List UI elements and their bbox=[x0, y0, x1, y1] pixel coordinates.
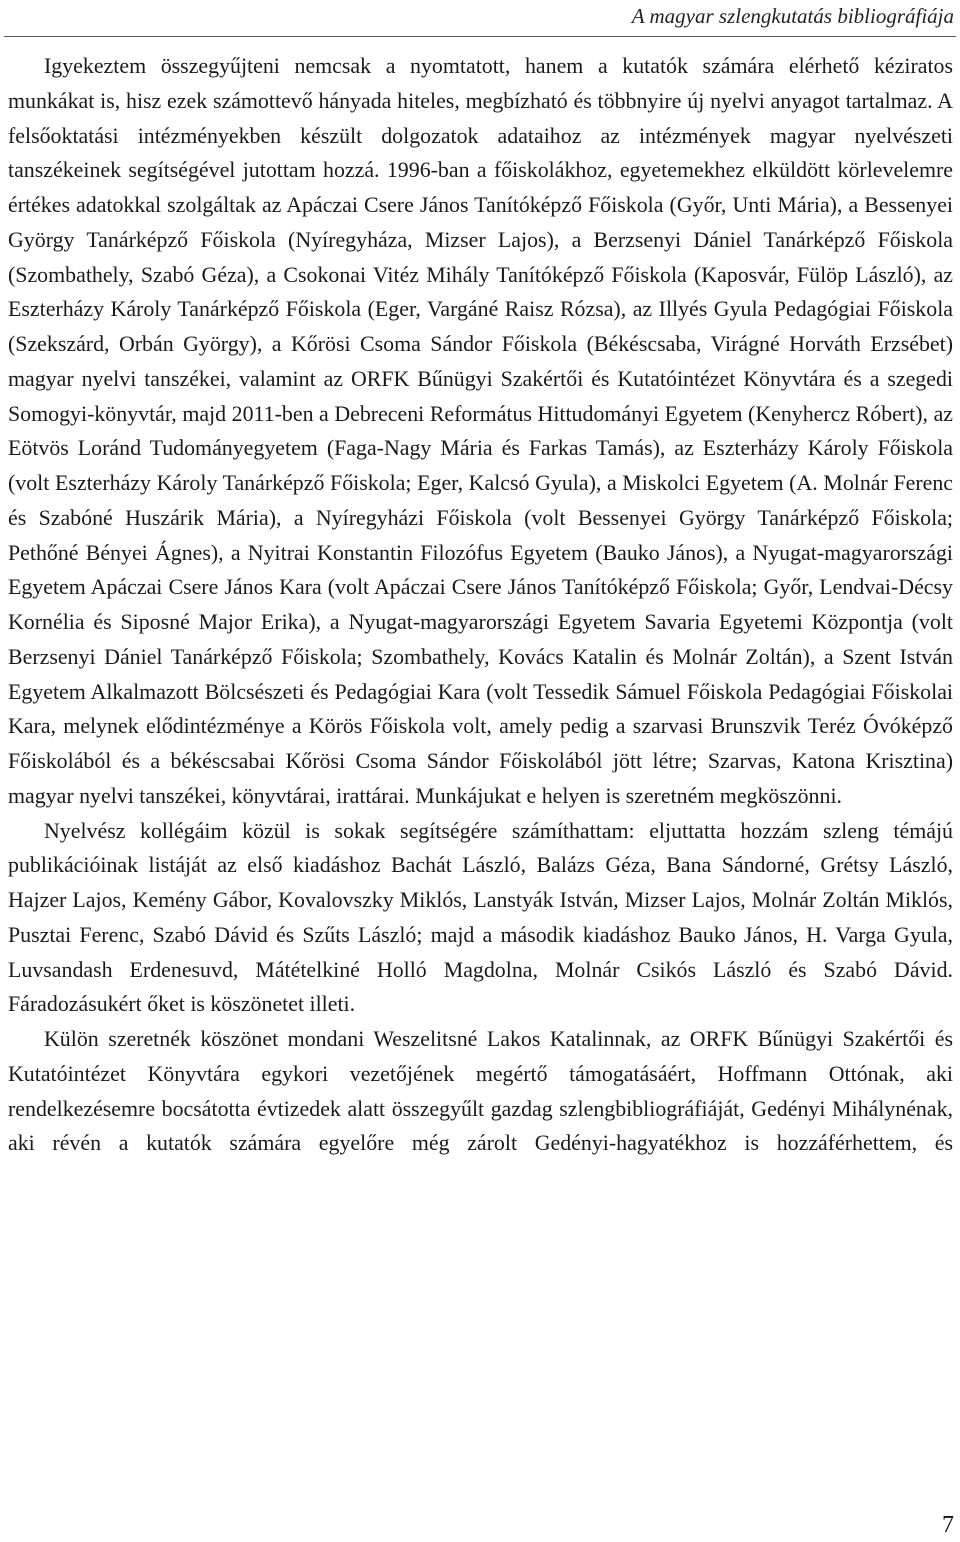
page-number: 7 bbox=[942, 1512, 954, 1538]
paragraph-acknowledgements: Külön szeretnék köszönet mondani Weszelitsné Lakos Katalinnak, az ORFK Bűnügyi Szakértői és Kutatóintézet Könyvtára egykori vezetőjének megértő támogatásáért, Hoffmann Ottónak, aki rendelkezésemre bocsátotta évtizedek alatt összegyűlt gazdag szlengbibliográfiáját, Gedényi Mihálynénak, aki révén a kutatók számára egyelőre még zárolt Gedényi-hagyatékhoz is hozzáférhettem, és bbox=[8, 1026, 953, 1156]
header-rule bbox=[4, 36, 956, 37]
paragraph-institutions: Igyekeztem összegyűjteni nemcsak a nyomtatott, hanem a kutatók számára elérhető kéziratos munkákat is, hisz ezek számottevő hányada hiteles, megbízható és többnyire új nyelvi anyagot tartalmaz. A felsőoktatási intézményekben készült dolgozatok adataihoz az intézmények magyar nyelvészeti tanszékeinek segítségével jutottam hozzá. 1996-ban a főiskolákhoz, egyetemekhez elküldött körlevelemre értékes adatokkal szolgáltak az Apáczai Csere János Tanítóképző Főiskola (Győr, Unti Mária), a Bessenyei György Tanárképző Főiskola (Nyíregyháza, Mizser Lajos), a Berzsenyi Dániel Tanárképző Főiskola (Szombathely, Szabó Géza), a Csokonai Vitéz Mihály Tanítóképző Főiskola (Kaposvár, Fülöp László), az Eszterházy Károly Tanárképző Főiskola (Eger, Vargáné Raisz Rózsa), az Illyés Gyula Pedagógiai Főiskola (Szekszárd, Orbán György), a Kőrösi Csoma Sándor Főiskola (Békéscsaba, Virágné Horváth Erzsébet) magyar nyelvi tanszékei, valamint az ORFK Bűnügyi Szakértői és Kutatóintézet Könyvtára és a szegedi Somogyi-könyvtár, majd 2011-ben a Debreceni Református Hittudományi Egyetem (Kenyhercz Róbert), az Eötvös Loránd Tudományegyetem (Faga-Nagy Mária és Farkas Tamás), az Eszterházy Károly Főiskola (volt Eszterházy Károly Tanárképző Főiskola; Eger, Kalcsó Gyula), a Miskolci Egyetem (A. Molnár Ferenc és Szabóné Huszárik Mária), a Nyíregyházi Főiskola (volt Bessenyei György Tanárképző Főiskola; Pethőné Bényei Ágnes), a Nyitrai Konstantin Filozófus Egyetem (Bauko János), a Nyugat-magyarországi Egyetem Apáczai Csere János Kara (volt Apáczai Csere János Tanítóképző Főiskola; Győr, Lendvai-Décsy Kornélia és Siposné Major Erika), a Nyugat-magyarországi Egyetem Savaria Egyetemi Központja (volt Berzsenyi Dániel Tanárképző Főiskola; Szombathely, Kovács Katalin és Molnár Zoltán), a Szent István Egyetem Alkalmazott Bölcsészeti és Pedagógiai Kara (volt Tessedik Sámuel Főiskola Pedagógiai Főiskolai Kara, melynek elődintézménye a Körös Főiskola volt, amely pedig a szarvasi Brunszvik Teréz Óvóképző Főiskolából és a békéscsabai Kőrösi Csoma Sándor Főiskolából jött létre; Szarvas, Katona Krisztina) magyar nyelvi tanszékei, könyvtárai, irattárai. Munkájukat e helyen is szeretném megköszönni. bbox=[8, 53, 953, 808]
running-head: A magyar szlengkutatás bibliográfiája bbox=[631, 4, 954, 28]
body-text bbox=[8, 49, 953, 1161]
paragraph-colleagues: Nyelvész kollégáim közül is sokak segítségére számíthattam: eljuttatta hozzám szleng témájú publikációinak listáját az első kiadáshoz Bachát László, Balázs Géza, Bana Sándorné, Grétsy László, Hajzer Lajos, Kemény Gábor, Kovalovszky Miklós, Lanstyák István, Mizser Lajos, Molnár Zoltán Miklós, Pusztai Ferenc, Szabó Dávid és Szűts László; majd a második kiadáshoz Bauko János, H. Varga Gyula, Luvsandash Erdenesuvd, Mátételkiné Holló Magdolna, Molnár Csikós László és Szabó Dávid. Fáradozásukért őket is köszönetet illeti. bbox=[8, 817, 953, 1017]
